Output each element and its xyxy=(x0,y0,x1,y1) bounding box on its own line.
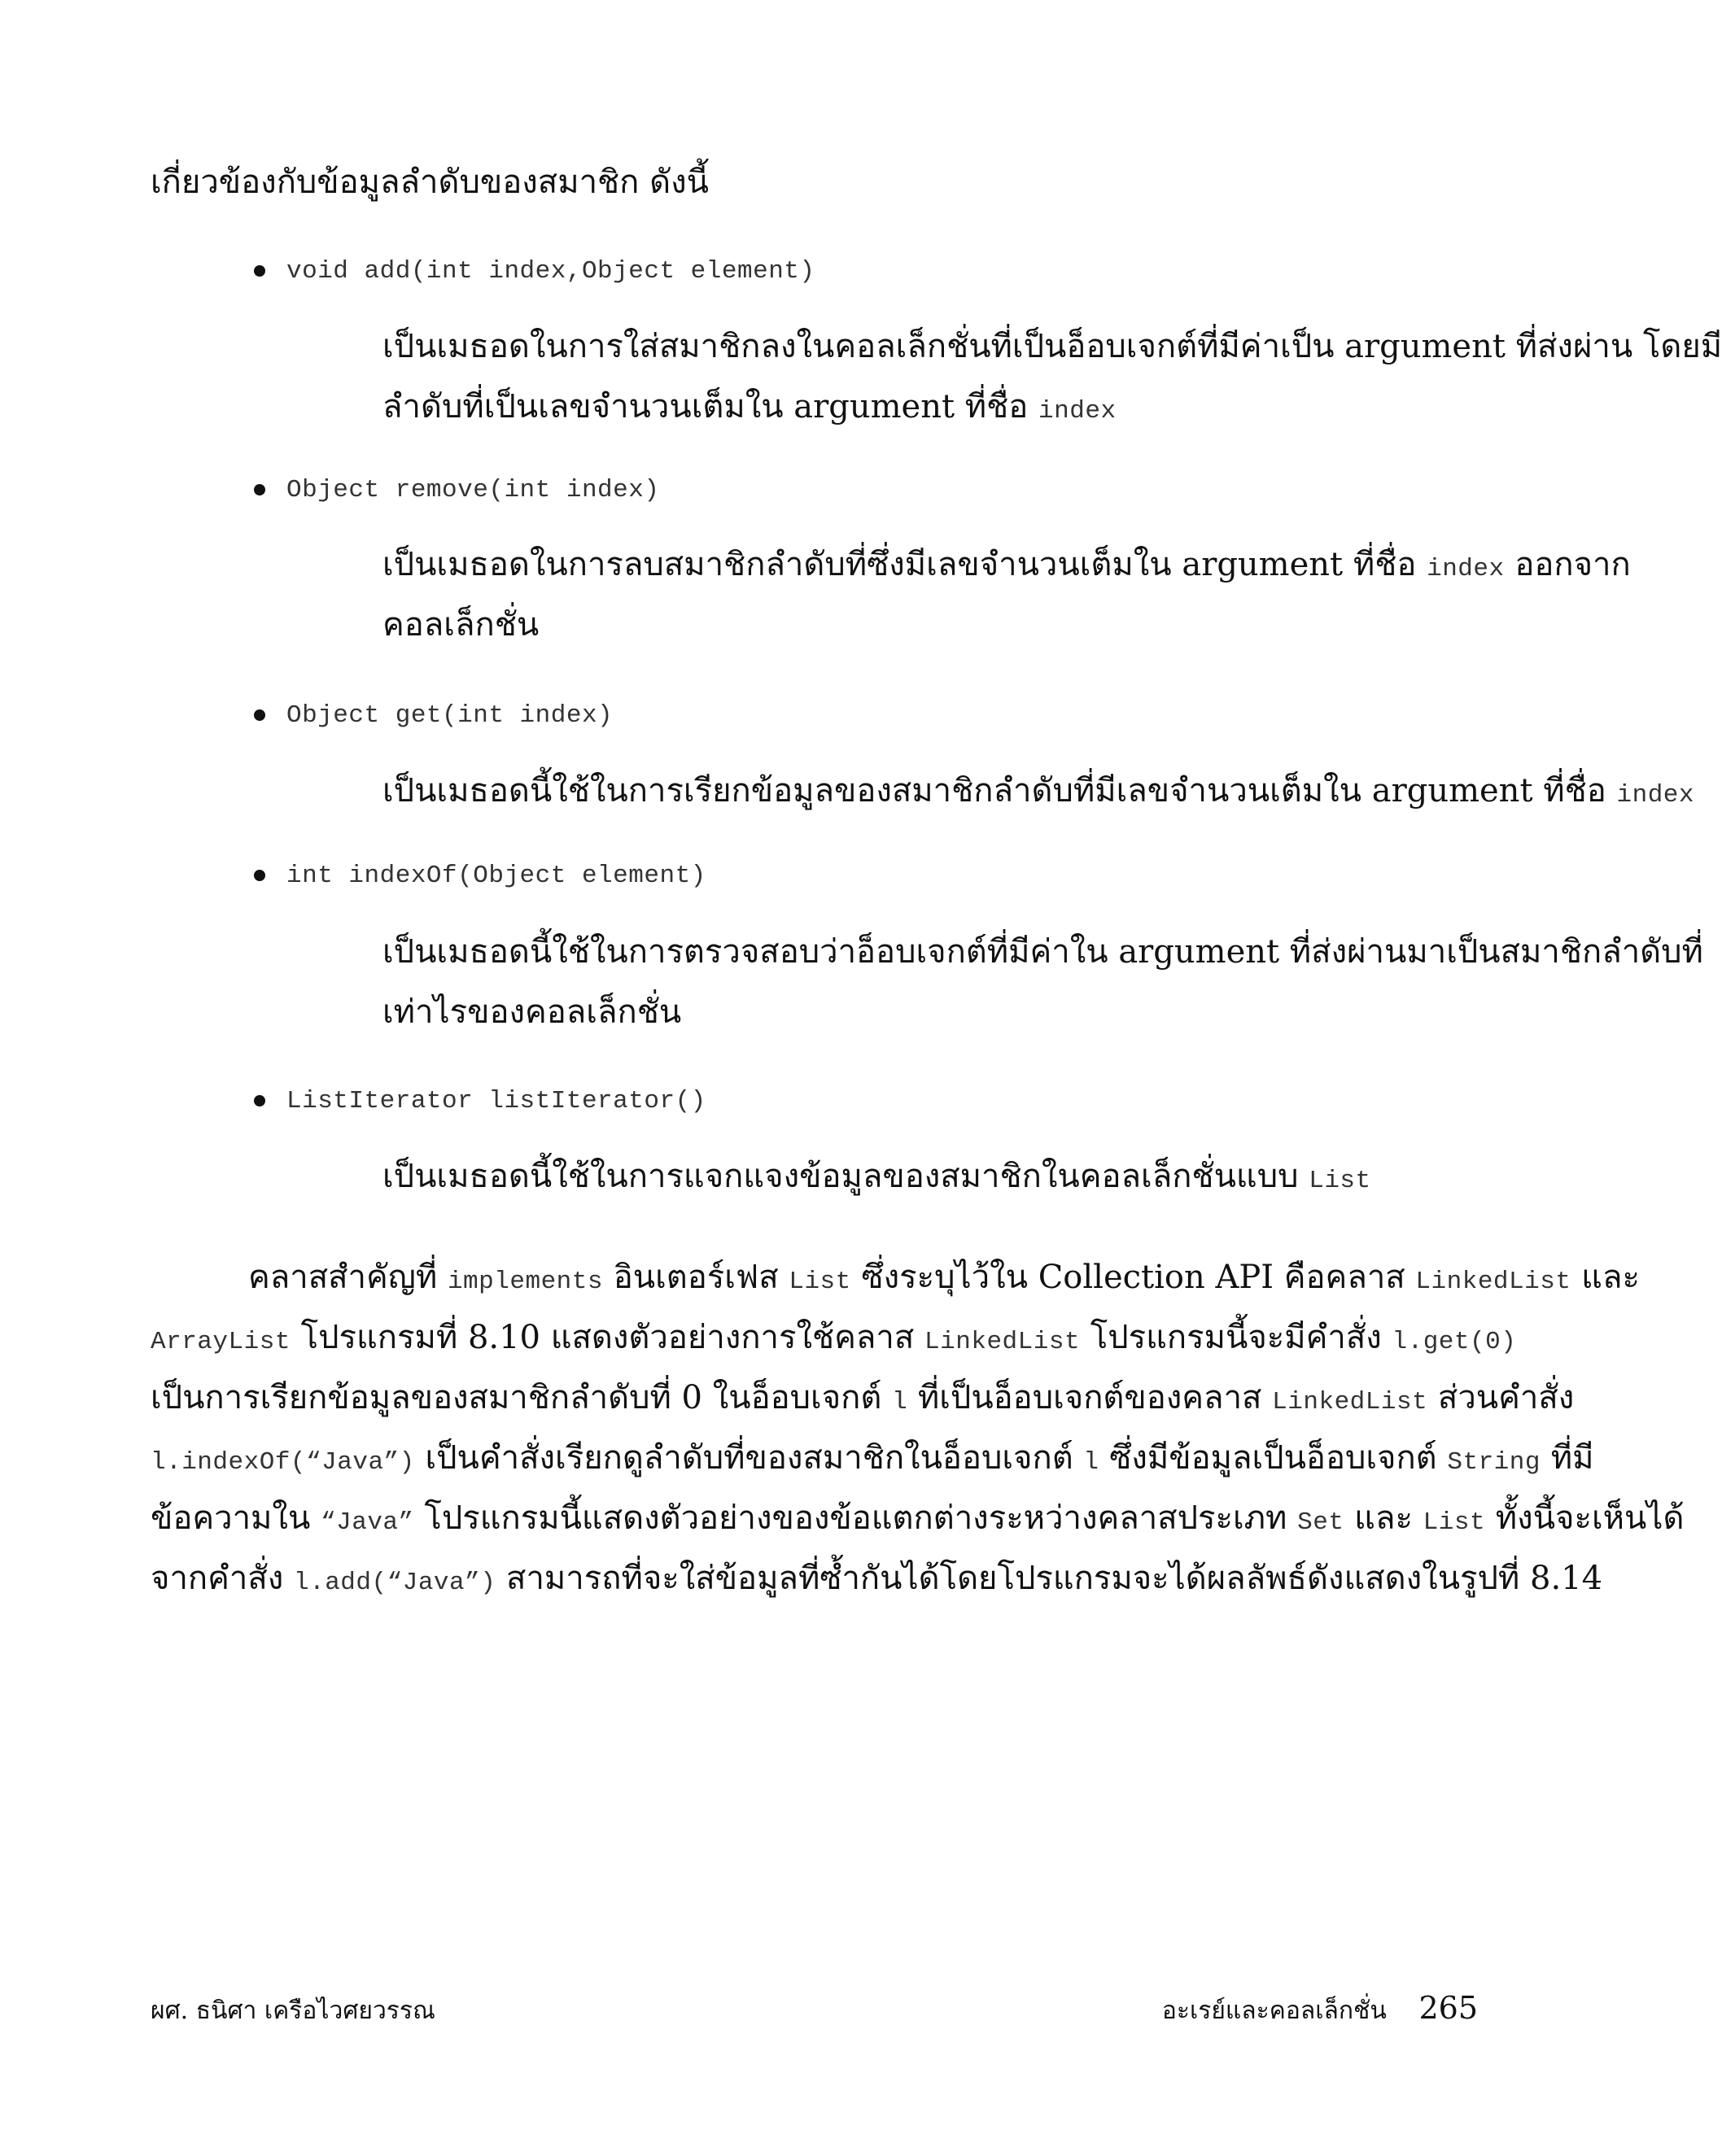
method-description: เท่าไรของคอลเล็กชั่น xyxy=(382,993,682,1031)
description-text: เป็นเมธอดนี้ใช้ในการเรียกข้อมูลของสมาชิกลำดับที่มีเลขจำนวนเต็มใน argument ที่ชื่อ xyxy=(382,772,1606,810)
inline-code: ArrayList xyxy=(151,1328,291,1356)
method-description: เป็นเมธอดนี้ใช้ในการตรวจสอบว่าอ็อบเจกต์ที่มีค่าใน argument ที่ส่งผ่านมาเป็นสมาชิกลำดับที่ xyxy=(382,933,1703,971)
method-description: คอลเล็กชั่น xyxy=(382,606,540,644)
inline-code: LinkedList xyxy=(924,1328,1081,1356)
inline-code: Set xyxy=(1297,1508,1344,1537)
method-signature: void add(int index,Object element) xyxy=(286,257,815,286)
inline-code: l.indexOf(“Java”) xyxy=(151,1448,415,1477)
method-signature: Object remove(int index) xyxy=(286,476,660,504)
paragraph-line xyxy=(151,1377,1574,1424)
paragraph-text: และ xyxy=(1571,1259,1640,1296)
method-description xyxy=(382,770,1694,817)
paragraph-text: คลาสสำคัญที่ xyxy=(248,1259,448,1296)
method-description xyxy=(382,386,1117,433)
inline-code: index xyxy=(1427,555,1505,583)
bullet-icon xyxy=(254,1095,265,1106)
description-text: ลำดับที่เป็นเลขจำนวนเต็มใน argument ที่ชื่อ xyxy=(382,388,1029,426)
footer-chapter: อะเรย์และคอลเล็กชั่น xyxy=(1161,1997,1387,2025)
bullet-icon xyxy=(254,709,265,721)
intro-text: เกี่ยวข้องกับข้อมูลลำดับของสมาชิก ดังนี้ xyxy=(151,164,709,201)
inline-code: List xyxy=(789,1268,851,1296)
paragraph-text: สามารถที่จะใส่ข้อมูลที่ซ้ำกันได้โดยโปรแกรมจะได้ผลลัพธ์ดังแสดงในรูปที่ 8.14 xyxy=(496,1560,1603,1597)
inline-code: LinkedList xyxy=(1415,1268,1571,1296)
inline-code: “Java” xyxy=(321,1508,414,1537)
inline-code: List xyxy=(1309,1167,1371,1195)
paragraph-line xyxy=(151,1557,1602,1604)
paragraph-line xyxy=(151,1437,1593,1484)
paragraph-line xyxy=(248,1256,1640,1303)
paragraph-text: และ xyxy=(1344,1499,1423,1537)
inline-code: index xyxy=(1038,397,1117,426)
paragraph-text: ทั้งนี้จะเห็นได้ xyxy=(1485,1499,1685,1537)
paragraph-text: โปรแกรมที่ 8.10 แสดงตัวอย่างการใช้คลาส xyxy=(290,1319,925,1356)
method-description xyxy=(382,543,1631,591)
paragraph-text: อินเตอร์เฟส xyxy=(602,1259,789,1296)
method-signature: int indexOf(Object element) xyxy=(286,862,706,890)
inline-code: LinkedList xyxy=(1272,1388,1428,1416)
paragraph-text: เป็นการเรียกข้อมูลของสมาชิกลำดับที่ 0 ในอ็อบเจกต์ xyxy=(151,1379,893,1416)
bullet-icon xyxy=(254,265,265,277)
description-text: เป็นเมธอดในการลบสมาชิกลำดับที่ซึ่งมีเลขจำนวนเต็มใน argument ที่ชื่อ xyxy=(382,546,1417,583)
paragraph-text: ที่มี xyxy=(1541,1439,1594,1477)
bullet-icon xyxy=(254,870,265,881)
inline-code: index xyxy=(1616,781,1695,810)
inline-code: String xyxy=(1447,1448,1541,1477)
paragraph-line xyxy=(151,1497,1684,1544)
description-text: เป็นเมธอดนี้ใช้ในการแจกแจงข้อมูลของสมาชิกในคอลเล็กชั่นแบบ xyxy=(382,1158,1299,1195)
paragraph-text: ข้อความใน xyxy=(151,1499,321,1537)
footer-author: ผศ. ธนิศา เครือไวศยวรรณ xyxy=(151,1997,435,2025)
method-description: เป็นเมธอดในการใส่สมาชิกลงในคอลเล็กชั่นที่เป็นอ็อบเจกต์ที่มีค่าเป็น argument ที่ส่งผ่าน โดยมี xyxy=(382,328,1722,365)
description-text: ออกจาก xyxy=(1514,546,1631,583)
method-signature: ListIterator listIterator() xyxy=(286,1087,706,1115)
inline-code: l xyxy=(892,1388,908,1416)
inline-code: implements xyxy=(447,1268,603,1296)
inline-code: l.get(0) xyxy=(1392,1328,1517,1356)
paragraph-text: ซึ่งระบุไว้ใน Collection API คือคลาส xyxy=(850,1259,1416,1296)
inline-code: List xyxy=(1423,1508,1486,1537)
method-signature: Object get(int index) xyxy=(286,701,614,730)
inline-code: l.add(“Java”) xyxy=(294,1569,496,1597)
paragraph-text: ซึ่งมีข้อมูลเป็นอ็อบเจกต์ xyxy=(1099,1439,1448,1477)
page-number: 265 xyxy=(1418,1990,1478,2026)
paragraph-text: ที่เป็นอ็อบเจกต์ของคลาส xyxy=(907,1379,1273,1416)
paragraph-text: จากคำสั่ง xyxy=(151,1560,294,1597)
paragraph-text: โปรแกรมนี้จะมีคำสั่ง xyxy=(1080,1319,1392,1356)
inline-code: l xyxy=(1083,1448,1099,1477)
bullet-icon xyxy=(254,484,265,495)
footer-right xyxy=(1162,1992,1478,2027)
paragraph-text: โปรแกรมนี้แสดงตัวอย่างของข้อแตกต่างระหว่างคลาสประเภท xyxy=(413,1499,1298,1537)
method-description xyxy=(382,1155,1371,1202)
paragraph-text: เป็นคำสั่งเรียกดูลำดับที่ของสมาชิกในอ็อบเจกต์ xyxy=(414,1439,1084,1477)
paragraph-text: ส่วนคำสั่ง xyxy=(1427,1379,1575,1416)
paragraph-line xyxy=(151,1316,1516,1364)
